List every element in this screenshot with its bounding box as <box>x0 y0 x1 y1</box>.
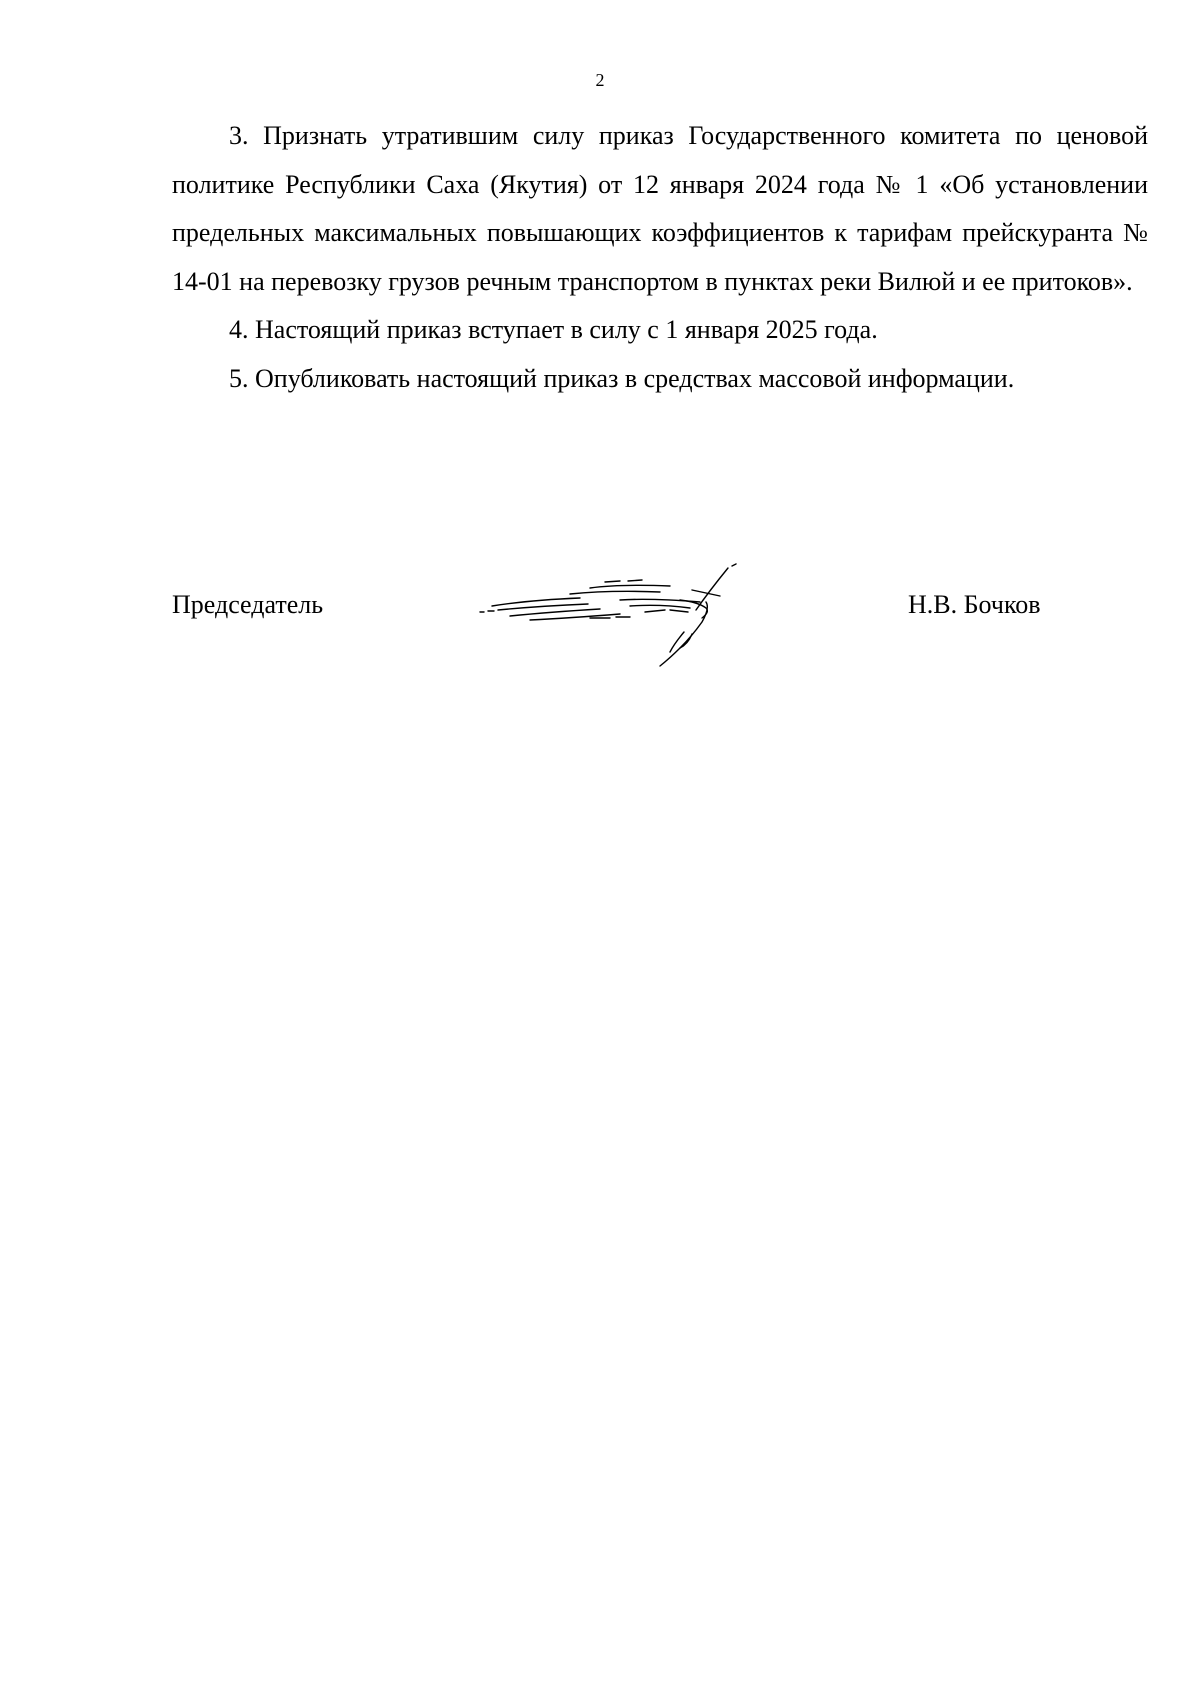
paragraph-5: 5. Опубликовать настоящий приказ в средствах массовой информации. <box>229 363 1015 393</box>
handwritten-signature <box>470 560 780 670</box>
paragraph-4: 4. Настоящий приказ вступает в силу с 1 января 2025 года. <box>229 315 878 344</box>
signatory-title: Председатель <box>172 590 324 619</box>
page-number: 2 <box>595 70 605 90</box>
signatory-name: Н.В. Бочков <box>908 590 1041 619</box>
paragraph-3: 3. Признать утратившим силу приказ Государственного комитета по ценовой политике Республики Саха (Якутия) от 12 января 2024 года № 1 «Об установлении предельных максимальных повышающих коэффициентов к тарифам прейскуранта № 14-01 на перевозку грузов речным транспортом в пунктах реки Вилюй и ее притоков». <box>172 121 1148 296</box>
document-body <box>172 112 1148 403</box>
